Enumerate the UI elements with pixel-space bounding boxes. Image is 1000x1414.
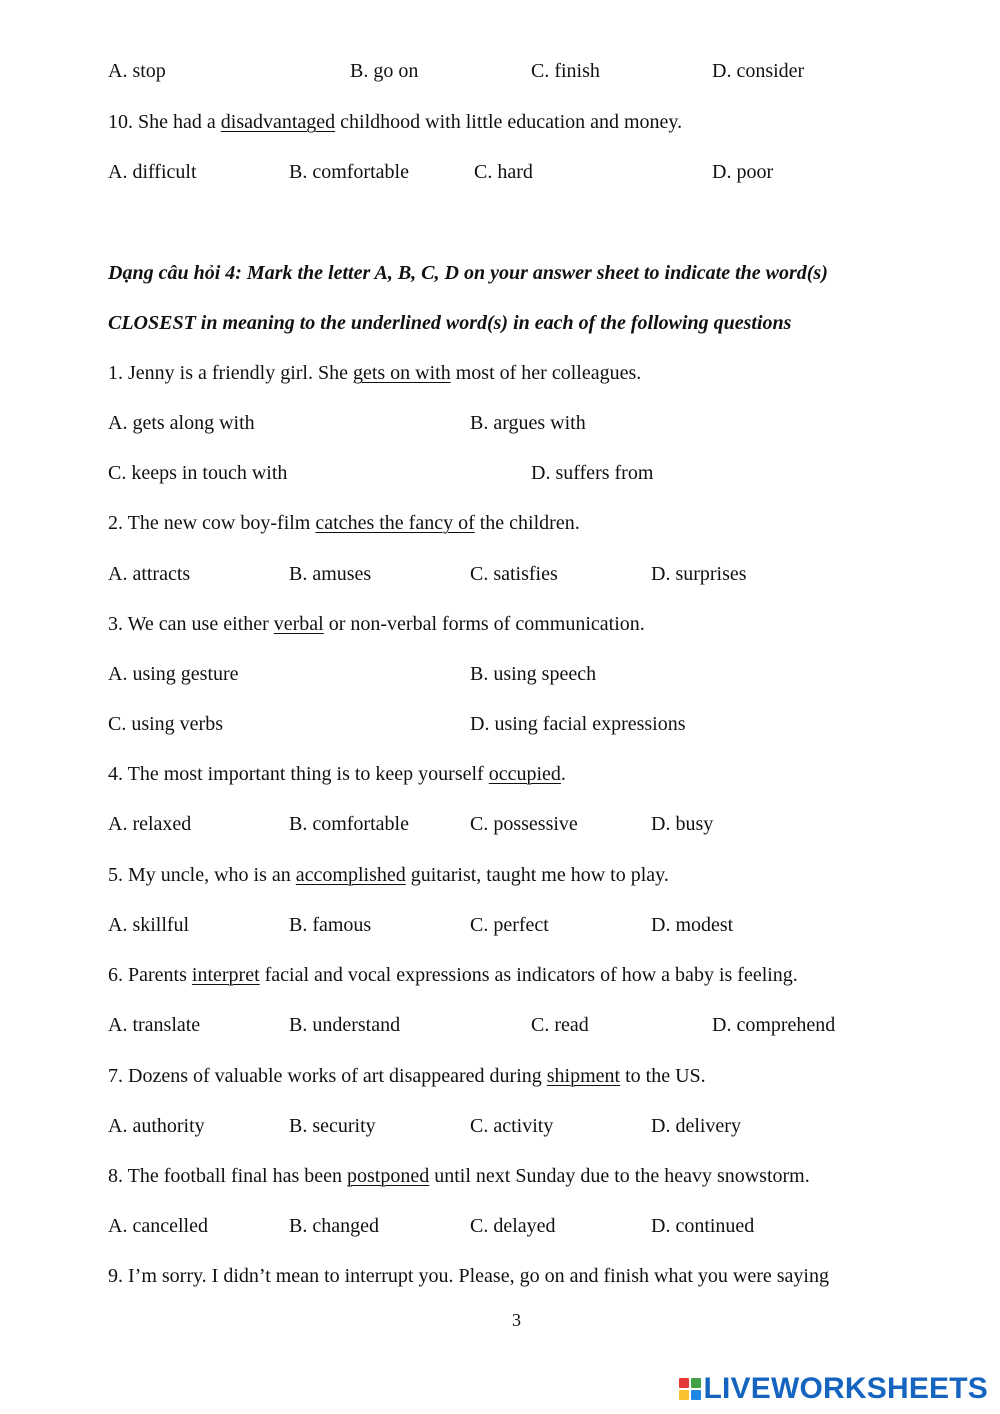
underlined-word: catches the fancy of [315,512,475,534]
q5-option-d: D. modest [651,914,734,936]
underlined-word: accomplished [295,864,406,886]
q7-option-d: D. delivery [651,1115,741,1137]
prev-q9-option-b: B. go on [350,60,419,82]
prev-q10-option-d: D. poor [712,161,774,183]
question-6: 6. Parents interpret facial and vocal expressions as indicators of how a baby is feeling. [108,964,798,986]
q3-option-b: B. using speech [470,663,597,685]
q3-option-d: D. using facial expressions [470,713,686,735]
logo-square-red [679,1378,689,1388]
prev-q9-option-d: D. consider [712,60,805,82]
underlined-word: shipment [546,1065,621,1087]
q7-option-b: B. security [289,1115,376,1137]
question-5: 5. My uncle, who is an accomplished guitarist, taught me how to play. [108,864,669,886]
underlined-word: occupied [488,763,561,785]
logo-square-blue [691,1390,701,1400]
underlined-word: gets on with [352,362,451,384]
q2-option-a: A. attracts [108,563,191,585]
q5-option-c: C. perfect [470,914,549,936]
q8-option-d: D. continued [651,1215,755,1237]
question-2: 2. The new cow boy-film catches the fancy of the children. [108,512,580,534]
question-1: 1. Jenny is a friendly girl. She gets on with most of her colleagues. [108,362,642,384]
q6-option-d: D. comprehend [712,1014,836,1036]
q8-option-b: B. changed [289,1215,379,1237]
liveworksheets-logo-text: LIVEWORKSHEETS [703,1372,988,1405]
q7-option-c: C. activity [470,1115,554,1137]
prev-question-10: 10. She had a disadvantaged childhood with little education and money. [108,111,683,133]
q1-option-b: B. argues with [470,412,586,434]
q3-option-c: C. using verbs [108,713,223,735]
liveworksheets-logo [679,1372,989,1406]
q3-option-a: A. using gesture [108,663,239,685]
q6-option-b: B. understand [289,1014,401,1036]
q2-option-b: B. amuses [289,563,372,585]
q4-option-d: D. busy [651,813,714,835]
prev-q10-option-a: A. difficult [108,161,197,183]
q7-option-a: A. authority [108,1115,205,1137]
q1-option-c: C. keeps in touch with [108,462,288,484]
question-8: 8. The football final has been postponed until next Sunday due to the heavy snowstorm. [108,1165,810,1187]
logo-square-yellow [679,1390,689,1400]
q2-option-d: D. surprises [651,563,747,585]
underlined-word: verbal [273,613,324,635]
prev-q10-option-b: B. comfortable [289,161,409,183]
underlined-word: postponed [347,1165,430,1187]
q4-option-a: A. relaxed [108,813,192,835]
q6-option-a: A. translate [108,1014,201,1036]
logo-square-green [691,1378,701,1388]
question-4: 4. The most important thing is to keep yourself occupied. [108,763,566,785]
question-9: 9. I’m sorry. I didn’t mean to interrupt you. Please, go on and finish what you were saying [108,1265,829,1287]
section-instruction-line-1: Dạng câu hỏi 4: Mark the letter A, B, C, D on your answer sheet to indicate the word(s) [108,262,828,284]
q8-option-c: C. delayed [470,1215,556,1237]
q1-option-d: D. suffers from [531,462,654,484]
prev-q10-option-c: C. hard [474,161,533,183]
prev-q9-option-a: A. stop [108,60,166,82]
question-3: 3. We can use either verbal or non-verbal forms of communication. [108,613,645,635]
q2-option-c: C. satisfies [470,563,558,585]
q4-option-c: C. possessive [470,813,578,835]
q1-option-a: A. gets along with [108,412,255,434]
prev-q9-option-c: C. finish [531,60,600,82]
q6-option-c: C. read [531,1014,589,1036]
question-7: 7. Dozens of valuable works of art disappeared during shipment to the US. [108,1065,706,1087]
q5-option-b: B. famous [289,914,372,936]
section-instruction-line-2: CLOSEST in meaning to the underlined word(s) in each of the following questions [108,312,792,334]
q8-option-a: A. cancelled [108,1215,208,1237]
page-number: 3 [512,1310,521,1330]
q5-option-a: A. skillful [108,914,190,936]
q4-option-b: B. comfortable [289,813,409,835]
underlined-word: interpret [191,964,260,986]
liveworksheets-logo-icon [679,1378,701,1400]
underlined-word: disadvantaged [220,111,336,133]
